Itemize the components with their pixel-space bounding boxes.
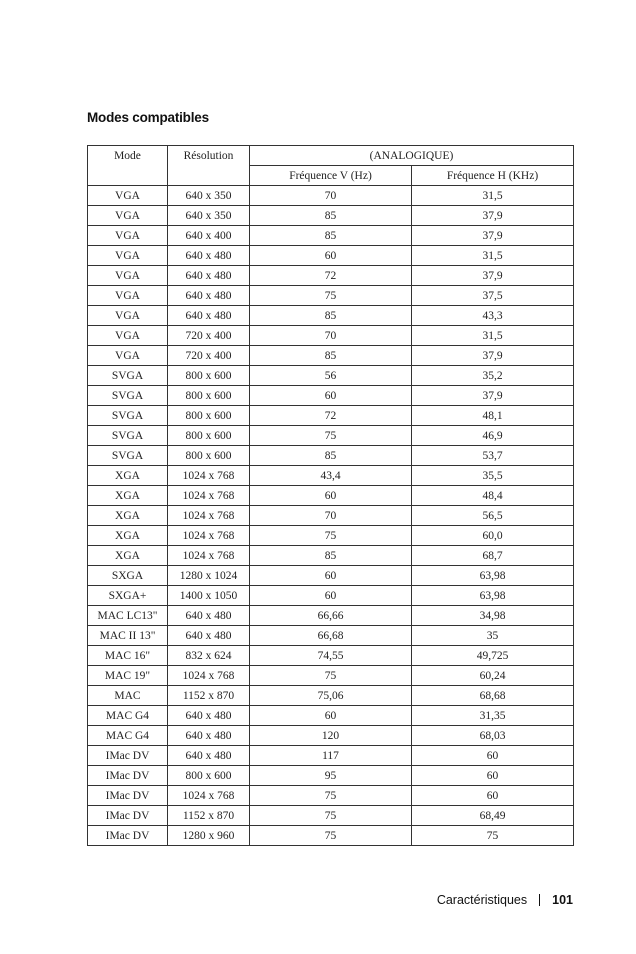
cell-mode: XGA (88, 486, 168, 506)
table-row (88, 226, 574, 246)
cell-resolution: 1024 x 768 (168, 466, 250, 486)
cell-freq-v: 70 (250, 186, 412, 206)
footer-separator (539, 894, 540, 906)
section-title: Modes compatibles (87, 110, 209, 125)
table-row (88, 666, 574, 686)
cell-mode: SXGA+ (88, 586, 168, 606)
cell-freq-v: 85 (250, 546, 412, 566)
table-row (88, 366, 574, 386)
table-row (88, 286, 574, 306)
cell-mode: MAC 16" (88, 646, 168, 666)
cell-resolution: 800 x 600 (168, 406, 250, 426)
cell-freq-h: 31,5 (412, 246, 574, 266)
cell-freq-h: 63,98 (412, 586, 574, 606)
cell-freq-h: 56,5 (412, 506, 574, 526)
cell-resolution: 640 x 480 (168, 306, 250, 326)
cell-mode: SXGA (88, 566, 168, 586)
table-row (88, 386, 574, 406)
cell-freq-v: 72 (250, 406, 412, 426)
cell-resolution: 640 x 480 (168, 746, 250, 766)
cell-resolution: 1024 x 768 (168, 506, 250, 526)
cell-mode: MAC II 13" (88, 626, 168, 646)
cell-freq-v: 120 (250, 726, 412, 746)
table-row (88, 686, 574, 706)
cell-freq-v: 60 (250, 706, 412, 726)
cell-mode: SVGA (88, 386, 168, 406)
table-row (88, 466, 574, 486)
cell-freq-v: 43,4 (250, 466, 412, 486)
header-mode: Mode (88, 146, 168, 186)
cell-freq-h: 35 (412, 626, 574, 646)
table-row (88, 826, 574, 846)
cell-freq-h: 35,5 (412, 466, 574, 486)
cell-freq-v: 60 (250, 486, 412, 506)
cell-mode: MAC (88, 686, 168, 706)
cell-freq-v: 85 (250, 306, 412, 326)
cell-mode: VGA (88, 286, 168, 306)
cell-resolution: 720 x 400 (168, 346, 250, 366)
cell-resolution: 640 x 480 (168, 286, 250, 306)
cell-mode: VGA (88, 226, 168, 246)
cell-freq-h: 75 (412, 826, 574, 846)
table-row (88, 766, 574, 786)
cell-mode: SVGA (88, 446, 168, 466)
table-row (88, 326, 574, 346)
cell-freq-h: 37,9 (412, 226, 574, 246)
header-freq-h: Fréquence H (KHz) (412, 166, 574, 186)
cell-resolution: 1024 x 768 (168, 526, 250, 546)
cell-resolution: 1400 x 1050 (168, 586, 250, 606)
footer-section-name: Caractéristiques (436, 893, 528, 907)
cell-freq-v: 75 (250, 666, 412, 686)
table-row (88, 306, 574, 326)
cell-mode: XGA (88, 546, 168, 566)
table-row (88, 566, 574, 586)
cell-freq-h: 34,98 (412, 606, 574, 626)
cell-freq-h: 31,5 (412, 186, 574, 206)
cell-freq-h: 49,725 (412, 646, 574, 666)
cell-freq-h: 37,9 (412, 206, 574, 226)
cell-resolution: 1152 x 870 (168, 686, 250, 706)
cell-resolution: 640 x 350 (168, 206, 250, 226)
table-row (88, 786, 574, 806)
cell-freq-v: 60 (250, 386, 412, 406)
cell-resolution: 640 x 480 (168, 266, 250, 286)
cell-mode: XGA (88, 526, 168, 546)
table-row (88, 706, 574, 726)
cell-freq-h: 37,5 (412, 286, 574, 306)
cell-freq-h: 31,35 (412, 706, 574, 726)
cell-freq-v: 85 (250, 446, 412, 466)
cell-freq-v: 70 (250, 326, 412, 346)
cell-freq-v: 75 (250, 786, 412, 806)
table-row (88, 646, 574, 666)
cell-mode: XGA (88, 466, 168, 486)
header-resolution: Résolution (168, 146, 250, 186)
cell-mode: MAC 19" (88, 666, 168, 686)
cell-resolution: 640 x 480 (168, 706, 250, 726)
cell-mode: VGA (88, 346, 168, 366)
table-row (88, 426, 574, 446)
table-row (88, 486, 574, 506)
cell-freq-v: 75 (250, 826, 412, 846)
table-row (88, 626, 574, 646)
cell-freq-h: 53,7 (412, 446, 574, 466)
cell-freq-v: 66,68 (250, 626, 412, 646)
cell-freq-v: 60 (250, 586, 412, 606)
cell-freq-v: 75 (250, 426, 412, 446)
cell-resolution: 832 x 624 (168, 646, 250, 666)
cell-resolution: 1024 x 768 (168, 786, 250, 806)
cell-freq-v: 85 (250, 206, 412, 226)
cell-freq-h: 60,0 (412, 526, 574, 546)
table-row (88, 526, 574, 546)
table-row (88, 186, 574, 206)
cell-freq-h: 31,5 (412, 326, 574, 346)
cell-resolution: 800 x 600 (168, 386, 250, 406)
cell-freq-h: 60 (412, 746, 574, 766)
cell-freq-v: 60 (250, 566, 412, 586)
cell-freq-h: 68,03 (412, 726, 574, 746)
cell-mode: SVGA (88, 426, 168, 446)
cell-resolution: 640 x 350 (168, 186, 250, 206)
cell-resolution: 640 x 480 (168, 726, 250, 746)
cell-freq-v: 75 (250, 526, 412, 546)
table-row (88, 806, 574, 826)
cell-resolution: 640 x 480 (168, 626, 250, 646)
cell-resolution: 800 x 600 (168, 366, 250, 386)
cell-mode: IMac DV (88, 806, 168, 826)
table-row (88, 446, 574, 466)
cell-freq-v: 85 (250, 346, 412, 366)
table-row (88, 346, 574, 366)
cell-resolution: 1024 x 768 (168, 546, 250, 566)
cell-freq-h: 46,9 (412, 426, 574, 446)
table-row (88, 506, 574, 526)
header-freq-v: Fréquence V (Hz) (250, 166, 412, 186)
cell-mode: SVGA (88, 406, 168, 426)
cell-freq-v: 117 (250, 746, 412, 766)
table-body (88, 186, 574, 846)
cell-freq-h: 37,9 (412, 346, 574, 366)
cell-freq-h: 48,4 (412, 486, 574, 506)
table-row (88, 586, 574, 606)
cell-freq-v: 85 (250, 226, 412, 246)
cell-freq-h: 63,98 (412, 566, 574, 586)
cell-freq-v: 95 (250, 766, 412, 786)
cell-mode: IMac DV (88, 826, 168, 846)
cell-freq-h: 60 (412, 786, 574, 806)
table-row (88, 406, 574, 426)
cell-mode: MAC LC13" (88, 606, 168, 626)
cell-freq-v: 72 (250, 266, 412, 286)
cell-resolution: 1280 x 1024 (168, 566, 250, 586)
compatible-modes-table (87, 145, 574, 846)
cell-resolution: 800 x 600 (168, 766, 250, 786)
cell-freq-h: 60,24 (412, 666, 574, 686)
cell-resolution: 720 x 400 (168, 326, 250, 346)
table-row (88, 606, 574, 626)
cell-mode: MAC G4 (88, 726, 168, 746)
cell-freq-v: 60 (250, 246, 412, 266)
cell-mode: XGA (88, 506, 168, 526)
cell-resolution: 800 x 600 (168, 426, 250, 446)
cell-mode: SVGA (88, 366, 168, 386)
cell-mode: MAC G4 (88, 706, 168, 726)
page-footer (437, 893, 573, 907)
cell-mode: VGA (88, 186, 168, 206)
cell-freq-v: 75 (250, 286, 412, 306)
table-row (88, 206, 574, 226)
cell-mode: IMac DV (88, 746, 168, 766)
table-row (88, 266, 574, 286)
table-row (88, 746, 574, 766)
cell-freq-h: 48,1 (412, 406, 574, 426)
cell-freq-v: 56 (250, 366, 412, 386)
cell-freq-h: 60 (412, 766, 574, 786)
cell-freq-h: 37,9 (412, 266, 574, 286)
cell-freq-h: 68,68 (412, 686, 574, 706)
cell-mode: VGA (88, 306, 168, 326)
cell-mode: VGA (88, 326, 168, 346)
cell-resolution: 1024 x 768 (168, 486, 250, 506)
cell-freq-h: 35,2 (412, 366, 574, 386)
cell-resolution: 1024 x 768 (168, 666, 250, 686)
cell-freq-v: 75 (250, 806, 412, 826)
cell-resolution: 800 x 600 (168, 446, 250, 466)
cell-resolution: 640 x 480 (168, 606, 250, 626)
cell-freq-h: 68,49 (412, 806, 574, 826)
cell-mode: VGA (88, 266, 168, 286)
cell-freq-v: 74,55 (250, 646, 412, 666)
cell-mode: IMac DV (88, 766, 168, 786)
cell-resolution: 1280 x 960 (168, 826, 250, 846)
cell-mode: IMac DV (88, 786, 168, 806)
cell-freq-v: 75,06 (250, 686, 412, 706)
cell-resolution: 640 x 400 (168, 226, 250, 246)
table-row (88, 546, 574, 566)
page-number: 101 (552, 893, 573, 907)
table-row (88, 726, 574, 746)
cell-mode: VGA (88, 206, 168, 226)
cell-resolution: 640 x 480 (168, 246, 250, 266)
cell-mode: VGA (88, 246, 168, 266)
cell-freq-h: 37,9 (412, 386, 574, 406)
cell-freq-h: 43,3 (412, 306, 574, 326)
cell-resolution: 1152 x 870 (168, 806, 250, 826)
table-row (88, 246, 574, 266)
header-analog-group: (ANALOGIQUE) (250, 146, 574, 166)
cell-freq-v: 66,66 (250, 606, 412, 626)
cell-freq-h: 68,7 (412, 546, 574, 566)
cell-freq-v: 70 (250, 506, 412, 526)
